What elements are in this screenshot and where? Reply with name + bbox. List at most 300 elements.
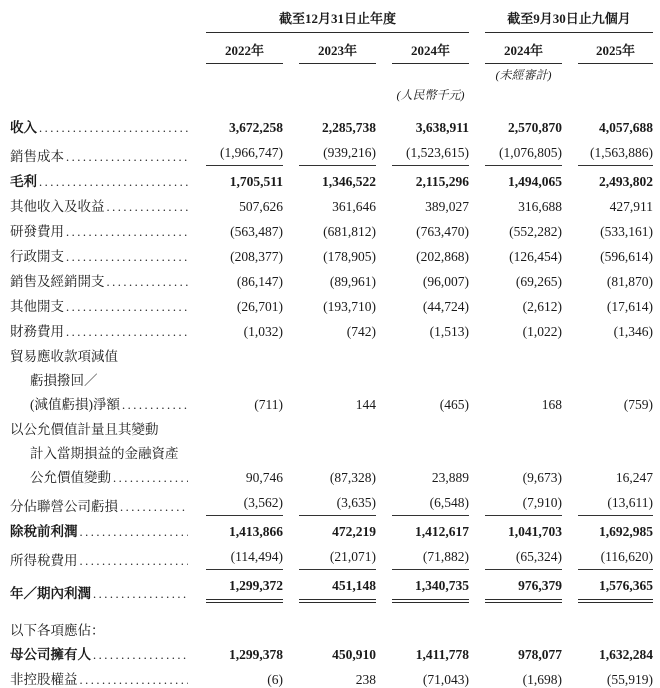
value-cell	[469, 414, 562, 438]
value-cell	[469, 112, 562, 137]
label-cell	[10, 166, 190, 191]
value-cell	[190, 389, 283, 414]
dot-leader	[80, 671, 189, 688]
value-cell	[469, 365, 562, 389]
table-row	[10, 291, 653, 316]
value: (87,328)	[329, 470, 376, 485]
row-label: 計入當期損益的金融資產	[30, 446, 179, 461]
value-cell	[283, 438, 376, 462]
row-label: 銷售及經銷開支	[10, 274, 105, 289]
value-cell	[469, 570, 562, 603]
row-label: 銷售成本	[10, 149, 64, 164]
table-row	[10, 112, 653, 137]
value-cell	[376, 570, 469, 603]
value-cell	[190, 414, 283, 438]
value-cell	[469, 316, 562, 341]
value: (21,071)	[299, 548, 376, 570]
period-group-label: 截至9月30日止九個月	[485, 6, 653, 33]
unaudited-note-row	[10, 64, 653, 83]
value: (86,147)	[236, 274, 283, 289]
value: (17,614)	[606, 299, 654, 314]
table-row	[10, 438, 653, 462]
value: (563,487)	[230, 224, 283, 239]
value: 1,346,522	[322, 174, 376, 189]
value-cell	[190, 216, 283, 241]
value: (81,870)	[606, 274, 654, 289]
value: 4,057,688	[599, 120, 654, 135]
dot-leader	[122, 396, 188, 414]
table-row	[10, 516, 653, 541]
label-cell	[10, 291, 190, 316]
value: (6)	[267, 672, 283, 687]
table-row	[10, 137, 653, 166]
unaudited-note: (未經審計)	[495, 68, 552, 82]
value-cell	[283, 462, 376, 487]
period-group-annual	[190, 6, 469, 33]
table-row	[10, 389, 653, 414]
table-row	[10, 603, 653, 639]
value: 1,494,065	[508, 174, 563, 189]
table-header	[10, 6, 653, 112]
currency-note-cell	[376, 83, 469, 112]
year-header-cell	[283, 33, 376, 64]
value-cell	[562, 137, 653, 166]
value: 1,041,703	[508, 524, 563, 539]
year-header-cell	[469, 33, 562, 64]
value-cell	[283, 341, 376, 365]
dot-leader	[93, 646, 188, 664]
value-cell	[283, 664, 376, 688]
value-cell	[283, 639, 376, 664]
label-cell	[10, 541, 190, 570]
label-cell	[10, 341, 190, 365]
table-row	[10, 266, 653, 291]
dot-leader	[39, 119, 188, 137]
value-cell	[376, 216, 469, 241]
value: (759)	[623, 397, 654, 412]
value: (7,910)	[485, 494, 562, 516]
row-label: 所得稅費用	[10, 553, 78, 568]
value: 361,646	[332, 199, 376, 214]
value-cell	[190, 191, 283, 216]
value: 3,638,911	[415, 120, 470, 135]
year-label: 2024年	[392, 33, 469, 64]
label-cell	[10, 389, 190, 414]
table-row	[10, 414, 653, 438]
value-cell	[376, 516, 469, 541]
header-spacer	[10, 64, 190, 83]
value-cell	[376, 316, 469, 341]
value-cell	[469, 639, 562, 664]
value: (533,161)	[600, 224, 654, 239]
value-cell	[190, 316, 283, 341]
value: (465)	[439, 397, 470, 412]
value: (763,470)	[416, 224, 470, 239]
value-cell	[469, 603, 562, 639]
value: 450,910	[332, 647, 376, 662]
value: 1,576,365	[578, 577, 653, 603]
value-cell	[190, 664, 283, 688]
table-row	[10, 541, 653, 570]
value-cell	[562, 438, 653, 462]
value-cell	[283, 241, 376, 266]
value: (71,882)	[392, 548, 469, 570]
value-cell	[376, 414, 469, 438]
dot-leader	[66, 148, 188, 166]
row-label: 其他開支	[10, 299, 64, 314]
value-cell	[469, 541, 562, 570]
value: 90,746	[245, 470, 283, 485]
table-row	[10, 166, 653, 191]
label-cell	[10, 112, 190, 137]
value: (44,724)	[422, 299, 470, 314]
table-row	[10, 487, 653, 516]
value-cell	[376, 639, 469, 664]
value-cell	[376, 438, 469, 462]
value: (1,032)	[243, 324, 283, 339]
value-cell	[190, 137, 283, 166]
income-statement-table	[10, 6, 653, 688]
value: (552,282)	[509, 224, 563, 239]
value-cell	[562, 112, 653, 137]
value-cell	[562, 216, 653, 241]
value-cell	[283, 137, 376, 166]
value: (89,961)	[329, 274, 376, 289]
value: (1,698)	[522, 672, 563, 687]
value-cell	[283, 516, 376, 541]
value: (116,620)	[578, 548, 653, 570]
value-cell	[376, 291, 469, 316]
value: 316,688	[518, 199, 563, 214]
value: 168	[541, 397, 563, 412]
row-label: 除稅前利潤	[10, 524, 78, 539]
value-cell	[469, 487, 562, 516]
value-cell	[376, 112, 469, 137]
value-cell	[469, 216, 562, 241]
label-cell	[10, 570, 190, 603]
dot-leader	[80, 552, 189, 570]
value-cell	[190, 570, 283, 603]
value: (1,523,615)	[392, 144, 469, 166]
value-cell	[190, 603, 283, 639]
value: (681,812)	[323, 224, 376, 239]
value-cell	[283, 216, 376, 241]
label-cell	[10, 603, 190, 639]
value-cell	[469, 266, 562, 291]
period-group-ninemonth	[469, 6, 653, 33]
value-cell	[376, 487, 469, 516]
value-cell	[562, 516, 653, 541]
value-cell	[283, 487, 376, 516]
year-header-cell	[190, 33, 283, 64]
value-cell	[190, 166, 283, 191]
currency-note: (人民幣千元)	[396, 88, 465, 102]
value: 1,705,511	[229, 174, 283, 189]
row-label: 分佔聯營公司虧損	[10, 499, 118, 514]
value: 2,285,738	[322, 120, 376, 135]
year-label: 2025年	[578, 33, 653, 64]
value-cell	[190, 516, 283, 541]
value: 978,077	[518, 647, 563, 662]
value-cell	[376, 389, 469, 414]
value: (208,377)	[230, 249, 283, 264]
table-row	[10, 365, 653, 389]
dot-leader	[66, 298, 188, 316]
row-label: 以下各項應佔：	[10, 623, 105, 638]
label-cell	[10, 487, 190, 516]
value: (65,324)	[485, 548, 562, 570]
period-group-label: 截至12月31日止年度	[206, 6, 469, 33]
value-cell	[562, 316, 653, 341]
dot-leader	[120, 498, 188, 516]
value-cell	[190, 462, 283, 487]
row-label: (減值虧損)淨額	[30, 397, 120, 412]
value-cell	[376, 341, 469, 365]
value: (1,346)	[613, 324, 654, 339]
value-cell	[469, 166, 562, 191]
value: (742)	[346, 324, 376, 339]
value-cell	[283, 266, 376, 291]
value: (96,007)	[422, 274, 470, 289]
row-label: 以公允價值計量且其變動	[10, 422, 159, 437]
value-cell	[469, 516, 562, 541]
value: 472,219	[332, 524, 376, 539]
value-cell	[376, 266, 469, 291]
value-cell	[283, 191, 376, 216]
value: 238	[355, 672, 376, 687]
value-cell	[562, 291, 653, 316]
table-body	[10, 112, 653, 688]
unaudited-note-cell	[469, 64, 562, 83]
value-cell	[376, 541, 469, 570]
table-row	[10, 216, 653, 241]
header-spacer	[10, 6, 190, 33]
value-cell	[562, 541, 653, 570]
value: (1,513)	[429, 324, 470, 339]
value-cell	[376, 462, 469, 487]
value: (1,966,747)	[206, 144, 283, 166]
value-cell	[190, 639, 283, 664]
value-cell	[469, 241, 562, 266]
value: (114,494)	[206, 548, 283, 570]
value-cell	[190, 266, 283, 291]
value-cell	[190, 365, 283, 389]
period-group-row	[10, 6, 653, 33]
value-cell	[469, 191, 562, 216]
value-cell	[469, 291, 562, 316]
label-cell	[10, 664, 190, 688]
table-row	[10, 191, 653, 216]
label-cell	[10, 241, 190, 266]
value: (3,562)	[206, 494, 283, 516]
value-cell	[469, 137, 562, 166]
dot-leader	[66, 323, 188, 341]
value: 1,413,866	[229, 524, 283, 539]
dot-leader	[66, 223, 188, 241]
value-cell	[562, 266, 653, 291]
value-cell	[562, 664, 653, 688]
value-cell	[562, 570, 653, 603]
currency-note-row	[10, 83, 653, 112]
value: 451,148	[299, 577, 376, 603]
row-label: 研發費用	[10, 224, 64, 239]
value: (69,265)	[515, 274, 563, 289]
value-cell	[190, 241, 283, 266]
label-cell	[10, 316, 190, 341]
value: 1,692,985	[599, 524, 654, 539]
year-header-cell	[376, 33, 469, 64]
year-header-cell	[562, 33, 653, 64]
value: 16,247	[615, 470, 654, 485]
value-cell	[190, 438, 283, 462]
value: (126,454)	[509, 249, 563, 264]
year-header-row	[10, 33, 653, 64]
value-cell	[469, 341, 562, 365]
label-cell	[10, 365, 190, 389]
value-cell	[376, 166, 469, 191]
value-cell	[376, 664, 469, 688]
value-cell	[283, 112, 376, 137]
row-label: 公允價值變動	[30, 470, 111, 485]
value-cell	[562, 166, 653, 191]
year-label: 2024年	[485, 33, 562, 64]
label-cell	[10, 414, 190, 438]
value: (3,635)	[299, 494, 376, 516]
year-label: 2023年	[299, 33, 376, 64]
value-cell	[283, 291, 376, 316]
value-cell	[283, 365, 376, 389]
value-cell	[469, 462, 562, 487]
value-cell	[562, 389, 653, 414]
row-label: 其他收入及收益	[10, 199, 105, 214]
value: 23,889	[431, 470, 470, 485]
value-cell	[469, 664, 562, 688]
label-cell	[10, 438, 190, 462]
value: 1,411,778	[415, 647, 470, 662]
label-cell	[10, 191, 190, 216]
row-label: 貿易應收款項減值	[10, 349, 118, 364]
value: 1,340,735	[392, 577, 469, 603]
value-cell	[376, 365, 469, 389]
value-cell	[562, 487, 653, 516]
value-cell	[283, 570, 376, 603]
value-cell	[376, 241, 469, 266]
value: (1,563,886)	[578, 144, 653, 166]
value-cell	[283, 603, 376, 639]
row-label: 年／期內利潤	[10, 586, 91, 601]
value-cell	[562, 191, 653, 216]
value: 2,115,296	[415, 174, 470, 189]
dot-leader	[107, 273, 189, 291]
value-cell	[469, 389, 562, 414]
value-cell	[190, 291, 283, 316]
value-cell	[376, 191, 469, 216]
value: (9,673)	[522, 470, 563, 485]
value-cell	[190, 112, 283, 137]
value-cell	[376, 137, 469, 166]
label-cell	[10, 462, 190, 487]
value-cell	[469, 438, 562, 462]
label-cell	[10, 266, 190, 291]
value: 976,379	[485, 577, 562, 603]
value-cell	[190, 341, 283, 365]
value-cell	[190, 541, 283, 570]
value-cell	[283, 414, 376, 438]
row-label: 虧損撥回／	[30, 373, 98, 388]
value: (711)	[254, 397, 283, 412]
row-label: 行政開支	[10, 249, 64, 264]
value-cell	[562, 365, 653, 389]
label-cell	[10, 639, 190, 664]
value: (13,611)	[578, 494, 653, 516]
value: (26,701)	[236, 299, 283, 314]
dot-leader	[66, 248, 188, 266]
value: (193,710)	[323, 299, 376, 314]
value-cell	[376, 603, 469, 639]
value: (178,905)	[323, 249, 376, 264]
table-row	[10, 341, 653, 365]
dot-leader	[107, 198, 189, 216]
value-cell	[562, 603, 653, 639]
table-row	[10, 316, 653, 341]
value-cell	[283, 316, 376, 341]
value-cell	[283, 389, 376, 414]
value-cell	[562, 414, 653, 438]
value: 507,626	[239, 199, 283, 214]
year-label: 2022年	[206, 33, 283, 64]
table-row	[10, 639, 653, 664]
row-label: 非控股權益	[10, 672, 78, 687]
value: (1,022)	[522, 324, 563, 339]
value-cell	[562, 462, 653, 487]
value-cell	[562, 639, 653, 664]
header-spacer	[10, 33, 190, 64]
row-label: 收入	[10, 120, 37, 135]
dot-leader	[93, 585, 188, 603]
value: (6,548)	[392, 494, 469, 516]
value-cell	[190, 487, 283, 516]
table-row	[10, 241, 653, 266]
value: (939,216)	[299, 144, 376, 166]
row-label: 毛利	[10, 174, 37, 189]
value-cell	[283, 541, 376, 570]
dot-leader	[39, 173, 188, 191]
header-spacer	[10, 83, 190, 112]
label-cell	[10, 516, 190, 541]
value: 144	[355, 397, 376, 412]
value-cell	[283, 166, 376, 191]
value: 2,570,870	[508, 120, 563, 135]
value: 427,911	[609, 199, 654, 214]
value-cell	[562, 341, 653, 365]
row-label: 母公司擁有人	[10, 647, 91, 662]
table-row	[10, 664, 653, 688]
value: (1,076,805)	[485, 144, 562, 166]
value: (202,868)	[416, 249, 470, 264]
value: 1,299,372	[206, 577, 283, 603]
value: 389,027	[425, 199, 470, 214]
value: (55,919)	[606, 672, 654, 687]
value: 1,299,378	[229, 647, 283, 662]
value-cell	[562, 241, 653, 266]
value: 1,412,617	[415, 524, 470, 539]
table-row	[10, 570, 653, 603]
label-cell	[10, 137, 190, 166]
row-label: 財務費用	[10, 324, 64, 339]
value: 1,632,284	[599, 647, 654, 662]
value: 2,493,802	[599, 174, 654, 189]
dot-leader	[113, 469, 188, 487]
